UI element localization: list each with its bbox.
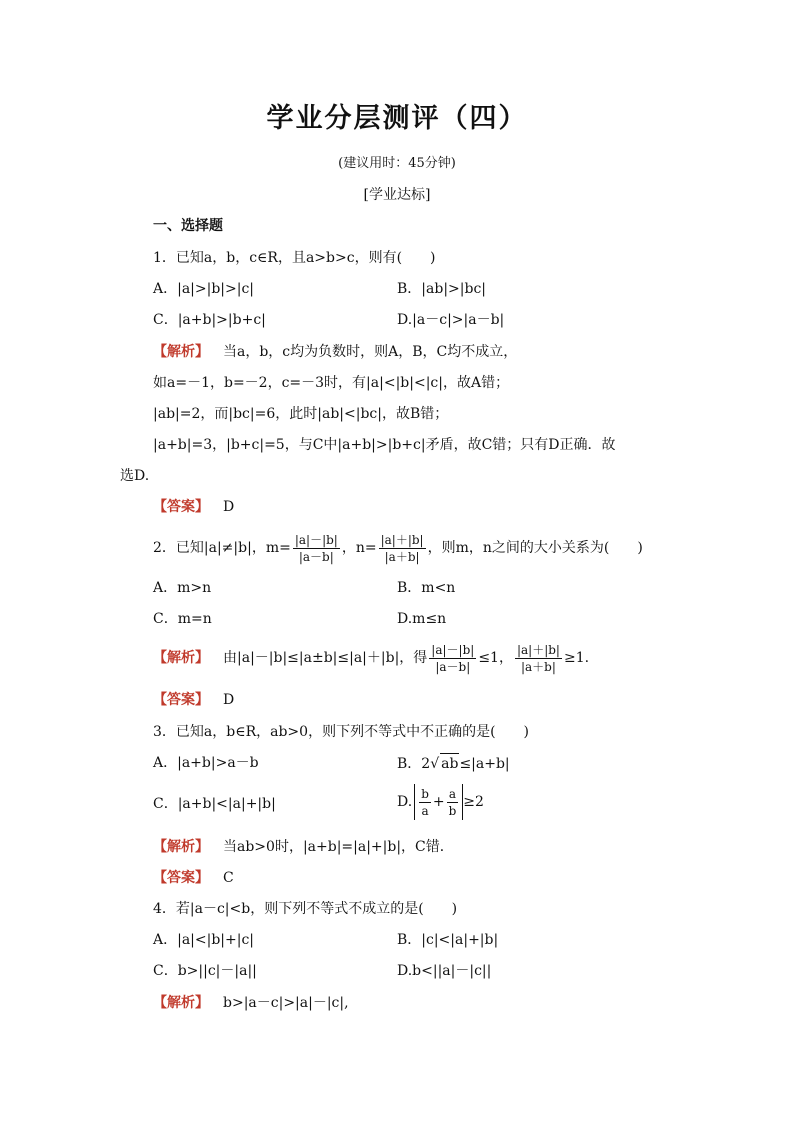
q2-option-a: A．m>n xyxy=(153,580,212,596)
q2-n-numerator: |a|＋|b| xyxy=(380,532,424,547)
q3-option-d xyxy=(397,784,484,820)
answer-label: 【答案】 xyxy=(153,692,209,708)
q2-sol-f1-denominator: |a－b| xyxy=(435,659,471,674)
q2-answer xyxy=(153,690,234,710)
solution-label: 【解析】 xyxy=(153,995,209,1011)
level-heading: [学业达标] xyxy=(363,187,431,203)
q1-solution-line-4: |a+b|=3，|b+c|=5，与C中|a+b|>|b+c|矛盾，故C错；只有D正确．故 xyxy=(153,437,616,453)
q1-answer-value: D xyxy=(223,499,235,515)
q1-solution-line-2: 如a=－1，b=－2，c=－3时，有|a|<|b|<|c|，故A错； xyxy=(153,375,510,391)
q3-d-absolute-value xyxy=(414,784,463,820)
q3-solution xyxy=(153,837,454,857)
q1-option-a: A．|a|>|b|>|c| xyxy=(153,281,255,297)
q2-m-fraction xyxy=(293,533,340,564)
q2-option-b: B．m<n xyxy=(397,580,456,596)
q3-b-prefix: B．2 xyxy=(397,756,431,772)
q3-option-c: C．|a+b|<|a|+|b| xyxy=(153,796,276,812)
q2-solution-part-2: ≤1， xyxy=(478,650,513,666)
q2-sol-f2-denominator: |a＋b| xyxy=(520,659,556,674)
section-heading: 一、选择题 xyxy=(153,218,223,234)
q3-d-f1-numerator: b xyxy=(421,786,429,801)
q2-stem-part-1: 2．已知|a|≠|b|，m= xyxy=(153,540,291,556)
q2-solution-part-3: ≥1. xyxy=(563,650,590,666)
q2-answer-value: D xyxy=(223,692,235,708)
q3-solution-text: 当ab>0时，|a+b|=|a|+|b|，C错． xyxy=(223,839,454,855)
q3-stem: 3．已知a，b∈R，ab>0，则下列不等式中不正确的是( ) xyxy=(153,724,529,740)
q1-option-c: C．|a+b|>|b+c| xyxy=(153,312,266,328)
q1-stem: 1．已知a，b，c∈R，且a>b>c，则有( ) xyxy=(153,250,436,266)
solution-label: 【解析】 xyxy=(153,344,209,360)
q3-d-prefix: D. xyxy=(397,794,413,810)
q2-solution-part-1: 由|a|－|b|≤|a±b|≤|a|＋|b|，得 xyxy=(223,650,428,666)
page-title: 学业分层测评（四） xyxy=(266,103,528,134)
q2-stem-part-3: ，则m，n之间的大小关系为( ) xyxy=(427,540,643,556)
q2-stem-part-2: ，n= xyxy=(341,540,377,556)
time-note: (建议用时：45分钟) xyxy=(338,156,456,171)
q3-option-b xyxy=(397,753,510,774)
q1-solution xyxy=(153,342,517,362)
q3-d-f1-denominator: a xyxy=(421,803,429,818)
q3-answer-value: C xyxy=(223,870,234,886)
q4-stem: 4．若|a－c|<b，则下列不等式不成立的是( ) xyxy=(153,901,458,917)
q3-b-radicand: ab xyxy=(440,753,459,774)
q3-b-suffix: ≤|a+b| xyxy=(459,756,510,772)
q2-m-numerator: |a|－|b| xyxy=(294,532,338,547)
q2-solution-fraction-1 xyxy=(429,643,476,674)
q1-answer xyxy=(153,497,234,517)
q2-solution-fraction-2 xyxy=(515,643,562,674)
q3-d-fraction-1 xyxy=(419,787,431,818)
q3-d-suffix: ≥2 xyxy=(463,794,484,810)
q3-d-f2-numerator: a xyxy=(447,787,459,803)
answer-label: 【答案】 xyxy=(153,499,209,515)
q2-sol-f1-numerator: |a|－|b| xyxy=(431,642,475,657)
q2-solution xyxy=(153,640,589,676)
q4-option-c: C．b>||c|－|a|| xyxy=(153,963,257,979)
q1-option-b: B．|ab|>|bc| xyxy=(397,281,486,297)
q3-d-plus: + xyxy=(432,794,445,810)
q4-solution xyxy=(153,993,349,1013)
q2-stem xyxy=(153,530,643,566)
q2-option-c: C．m=n xyxy=(153,611,212,627)
q1-solution-line-1: 当a，b，c均为负数时，则A，B，C均不成立， xyxy=(223,344,518,360)
q3-answer xyxy=(153,868,234,888)
q2-m-denominator: |a－b| xyxy=(298,549,334,564)
answer-label: 【答案】 xyxy=(153,870,209,886)
q1-solution-line-3: |ab|=2，而|bc|=6，此时|ab|<|bc|，故B错； xyxy=(153,406,449,422)
solution-label: 【解析】 xyxy=(153,650,209,666)
q4-option-b: B．|c|<|a|+|b| xyxy=(397,932,499,948)
q2-sol-f2-numerator: |a|＋|b| xyxy=(516,642,560,657)
q4-solution-text: b>|a－c|>|a|－|c|, xyxy=(223,995,349,1011)
q2-n-denominator: |a＋b| xyxy=(384,549,420,564)
q4-option-d: D.b<||a|－|c|| xyxy=(397,963,492,979)
q4-option-a: A．|a|<|b|+|c| xyxy=(153,932,255,948)
q3-d-f2-denominator: b xyxy=(448,803,457,818)
q1-solution-line-5: 选D. xyxy=(120,468,150,484)
q1-option-d: D.|a－c|>|a－b| xyxy=(397,312,505,328)
q2-option-d: D.m≤n xyxy=(397,611,447,627)
q3-d-fraction-2 xyxy=(447,787,459,818)
q3-option-a: A．|a+b|>a－b xyxy=(153,755,259,771)
q2-n-fraction xyxy=(379,533,426,564)
solution-label: 【解析】 xyxy=(153,839,209,855)
sqrt-icon: √ xyxy=(430,756,440,772)
